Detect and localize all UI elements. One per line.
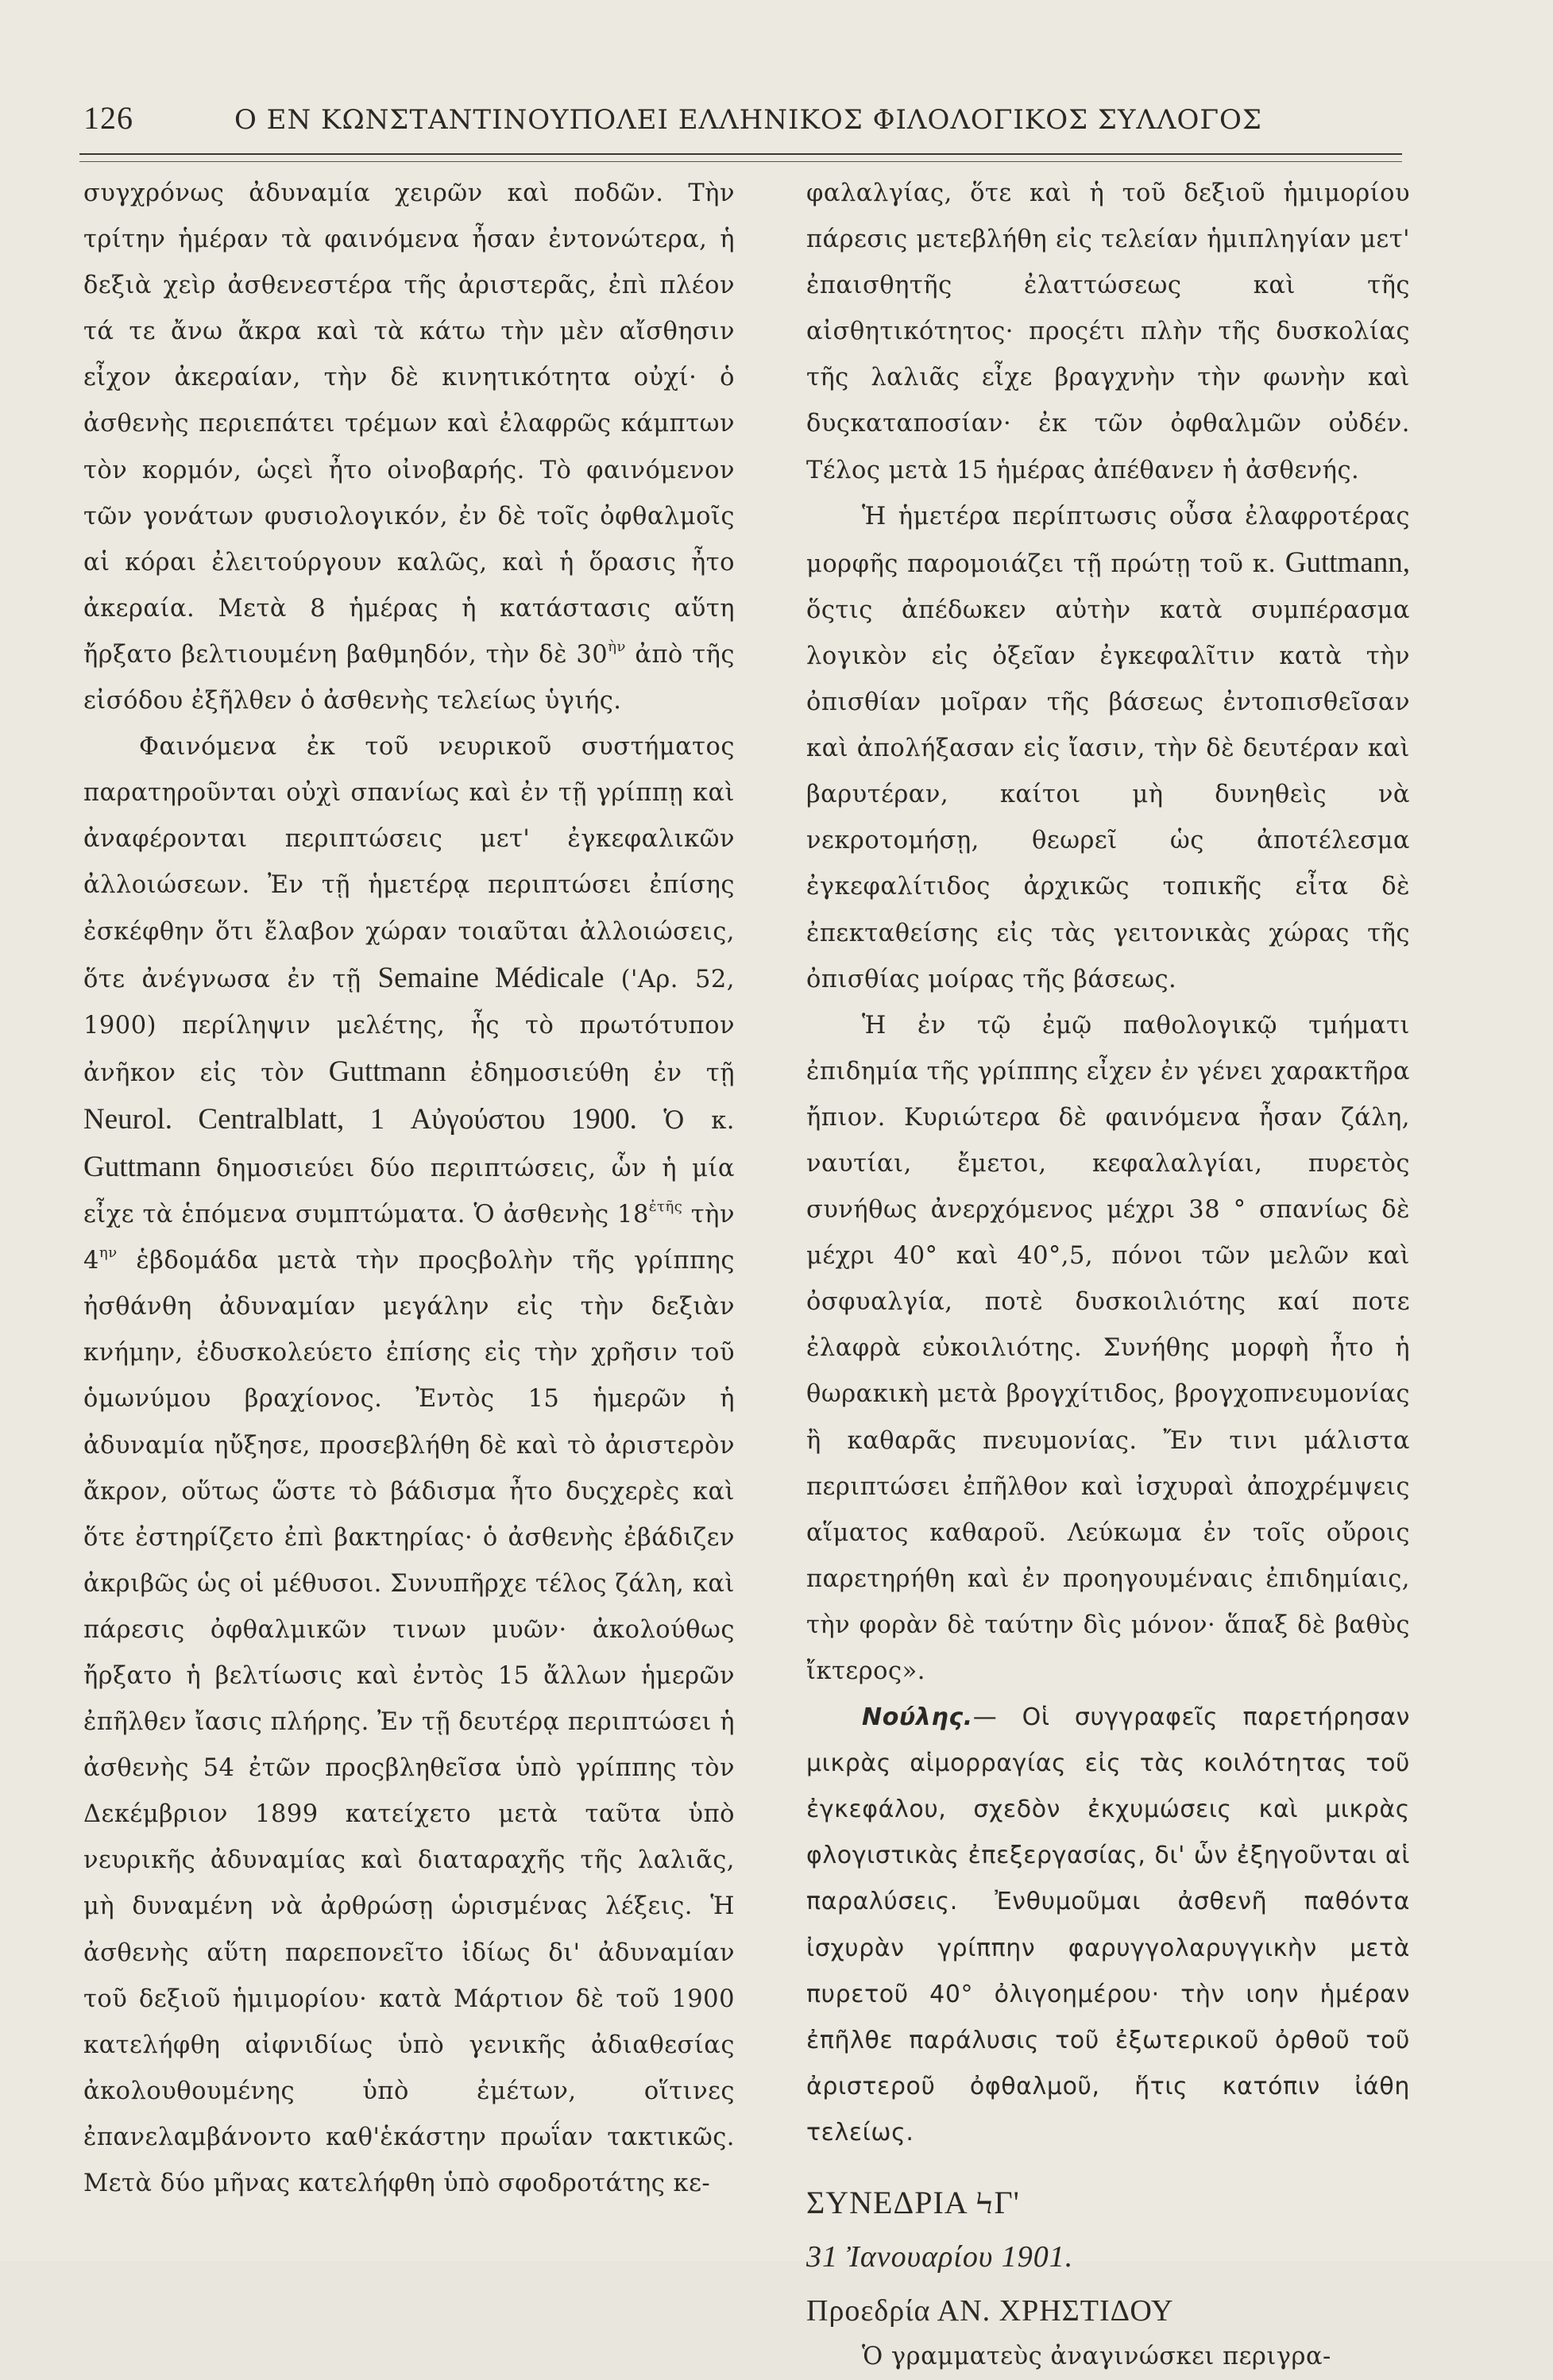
text-run: ὅςτις ἀπέδωκεν αὐτὴν κατὰ συμπέρασμα λογικὸν εἰς ὀξεῖαν ἐγκεφαλῖτιν κατὰ τὴν ὀπισθίαν μοῖραν τῆς βάσεως ἐντοπισθεῖσαν καὶ ἀπολήξασαν εἰς ἴασιν, τὴν δὲ δευτέραν καὶ βαρυτέραν, καίτοι μὴ δυνηθεὶς νὰ νεκροτομήσῃ, θεωρεῖ ὡς ἀποτέλεσμα ἐγκεφαλίτιδος ἀρχικῶς τοπικῆς εἶτα δὲ ἐπεκταθείσης εἰς τὰς γειτονικὰς χώρας τῆς ὀπισθίας μοίρας τῆς βάσεως. (806, 596, 1410, 993)
running-head (83, 99, 1402, 139)
text-run: Ὁ κ. (636, 1106, 735, 1135)
text-run: ἐδημοσιεύθη ἐν τῇ (446, 1059, 735, 1087)
note-label: Νούλης. (862, 1703, 973, 1732)
latin-text: Guttmann (83, 1150, 201, 1183)
spacer (806, 2226, 1410, 2234)
latin-text: Semaine Médicale (377, 961, 605, 994)
running-title: Ο ΕΝ ΚΩΝΣΤΑΝΤΙΝΟΥΠΟΛΕΙ ΕΛΛΗΝΙΚΟΣ ΦΙΛΟΛΟΓΙΚΟΣ ΣΥΛΛΟΓΟΣ (234, 104, 1262, 136)
session-date: 31 Ἰανουαρίου 1901. (806, 2240, 1074, 2274)
paragraph (83, 171, 735, 724)
superscript: ἐτῆς (648, 1198, 683, 1216)
text-run: ἑβδομάδα μετὰ τὴν προςβολὴν τῆς γρίππης ἠσθάνθη ἀδυναμίαν μεγάλην εἰς τὴν δεξιὰν κνήμην, ἐδυσκολεύετο ἐπίσης εἰς τὴν χρῆσιν τοῦ ὁμωνύμου βραχίονος. Ἐντὸς 15 ἡμερῶν ἡ ἀδυναμία ηὔξησε, προσεβλήθη δὲ καὶ τὸ ἀριστερὸν ἄκρον, οὕτως ὥστε τὸ βάδισμα ἦτο δυςχερὲς καὶ ὅτε ἐστηρίζετο ἐπὶ βακτηρίας· ὁ ἀσθενὴς ἐβάδιζεν ἀκριβῶς ὡς οἱ μέθυσοι. Συνυπῆρχε τέλος ζάλη, καὶ πάρεσις ὀφθαλμικῶν τινων μυῶν· ἀκολούθως ἤρξατο ἡ βελτίωσις καὶ ἐντὸς 15 ἄλλων ἡμερῶν ἐπῆλθεν ἴασις πλήρης. Ἐν τῇ δευτέρᾳ περιπτώσει ἡ ἀσθενὴς 54 ἐτῶν προςβληθεῖσα ὑπὸ γρίππης τὸν Δεκέμβριον 1899 κατείχετο μετὰ ταῦτα ὑπὸ νευρικῆς ἀδυναμίας καὶ διαταραχῆς τῆς λαλιᾶς, μὴ δυναμένη νὰ ἀρθρώσῃ ὡρισμένας λέξεις. Ἡ ἀσθενὴς αὕτη παρεπονεῖτο ἰδίως δι' ἀδυναμίαν τοῦ δεξιοῦ ἡμιμορίου· κατὰ Μάρτιον δὲ τοῦ 1900 κατελήφθη αἰφνιδίως ὑπὸ γενικῆς ἀδιαθεσίας ἀκολουθουμένης ὑπὸ ἐμέτων, οἵτινες ἐπανελαμβάνοντο καθ'ἑκάστην πρωΐαν τακτικῶς. Μετὰ δύο μῆνας κατελήφθη ὑπὸ σφοδροτάτης κε- (83, 1247, 735, 2198)
latin-text: Neurol. Centralblatt, 1 Αὐγούστου 1900. (83, 1102, 637, 1136)
note-paragraph (806, 1695, 1410, 2156)
right-column (806, 171, 1410, 2380)
closing-line: Ὁ γραμματεὺς ἀναγινώσκει περιγρα- (862, 2343, 1331, 2371)
session-chair: Προεδρία ΑΝ. ΧΡΗΣΤΙΔΟΥ (806, 2294, 1174, 2328)
latin-text: Guttmann (328, 1055, 446, 1088)
superscript: ὴν (608, 638, 626, 655)
text-run: δημοσιεύει δύο περιπτώσεις, ὧν ἡ μία εἶχε τὰ ἑπόμενα συμπτώματα. Ὁ ἀσθενὴς 18 (83, 1154, 735, 1229)
page-number: 126 (83, 100, 133, 136)
text-run: Φαινόμενα ἐκ τοῦ νευρικοῦ συστήματος παρατηροῦνται οὐχὶ σπανίως καὶ ἐν τῇ γρίππῃ καὶ ἀναφέρονται περιπτώσεις μετ' ἐγκεφαλικῶν ἀλλοιώσεων. Ἐν τῇ ἡμετέρᾳ περιπτώσει ἐπίσης ἐσκέφθην ὅτι ἔλαβον χώραν τοιαῦται ἀλλοιώσεις, ὅτε ἀνέγνωσα ἐν τῇ (83, 733, 735, 993)
session-title: ΣΥΝΕΔΡΙΑ ϞΓ' (806, 2185, 1020, 2221)
text-run: συγχρόνως ἀδυναμία χειρῶν καὶ ποδῶν. Τὴν τρίτην ἡμέραν τὰ φαινόμενα ἦσαν ἐντονώτερα, ἡ δεξιὰ χεὶρ ἀσθενεστέρα τῆς ἀριστερᾶς, ἐπὶ πλέον τά τε ἄνω ἄκρα καὶ τὰ κάτω τὴν μὲν αἴσθησιν εἶχον ἀκεραίαν, τὴν δὲ κινητικότητα οὐχί· ὁ ἀσθενὴς περιεπάτει τρέμων καὶ ἐλαφρῶς κάμπτων τὸν κορμόν, ὡςεὶ ἦτο οἰνοβαρής. Τὸ φαινόμενον τῶν γονάτων φυσιολογικόν, ἐν δὲ τοῖς ὀφθαλμοῖς αἱ κόραι ἐλειτούργουν καλῶς, καὶ ἡ ὅρασις ἦτο ἀκεραία. Μετὰ 8 ἡμέρας ἡ κατάστασις αὕτη ἤρξατο βελτιουμένη βαθμηδόν, τὴν δὲ 30 (83, 179, 735, 669)
header-rule (79, 153, 1402, 155)
paragraph (806, 494, 1410, 1003)
paragraph: Ἡ ἐν τῷ ἐμῷ παθολογικῷ τμήματι ἐπιδημία τῆς γρίππης εἶχεν ἐν γένει χαρακτῆρα ἤπιον. Κυριώτερα δὲ φαινόμενα ἦσαν ζάλη, ναυτίαι, ἔμετοι, κεφαλαλγίαι, πυρετὸς συνήθως ἀνερχόμενος μέχρι 38 ° σπανίως δὲ μέχρι 40° καὶ 40°,5, πόνοι τῶν μελῶν καὶ ὀσφυαλγία, ποτὲ δυσκοιλιότης καί ποτε ἐλαφρὰ εὐκοιλιότης. Συνήθης μορφὴ ἦτο ἡ θωρακικὴ μετὰ βρογχίτιδος, βρογχοπνευμονίας ἢ καθαρᾶς πνευμονίας. Ἔν τινι μάλιστα περιπτώσει ἐπῆλθον καὶ ἰσχυραὶ ἀποχρέμψεις αἵματος καθαροῦ. Λεύκωμα ἐν τοῖς οὔροις παρετηρήθη καὶ ἐν προηγουμέναις ἐπιδημίαις, τὴν φορὰν δὲ ταύτην δὶς μόνον· ἅπαξ δὲ βαθὺς ἴκτερος». (806, 1011, 1411, 1685)
text-run: ('Αρ. 52, 1900) περίληψιν μελέτης, ἧς τὸ πρωτότυπον ἀνῆκον εἰς τὸν (83, 965, 735, 1087)
latin-text: Guttmann, (1285, 546, 1410, 579)
text-run: τὴν 4 (83, 1201, 735, 1275)
paragraph: φαλαλγίας, ὅτε καὶ ἡ τοῦ δεξιοῦ ἡμιμορίου πάρεσις μετεβλήθη εἰς τελείαν ἡμιπληγίαν μετ' ἐπαισθητῆς ἐλαττώσεως καὶ τῆς αἰσθητικότητος· προςέτι πλὴν τῆς δυσκολίας τῆς λαλιᾶς εἶχε βραγχνὴν τὴν φωνὴν καὶ δυςκαταποσίαν· ἐκ τῶν ὀφθαλμῶν οὐδέν. Τέλος μετὰ 15 ἡμέρας ἀπέθανεν ἡ ἀσθενής. (806, 179, 1410, 484)
paragraph (83, 724, 735, 2207)
header-rule-thin (79, 161, 1402, 162)
left-column (83, 171, 735, 2207)
text-run: ἀπὸ τῆς εἰσόδου ἐξῆλθεν ὁ ἀσθενὴς τελείως ὑγιής. (83, 640, 736, 716)
spacer (806, 2156, 1410, 2180)
text-run: Ἡ ἡμετέρα περίπτωσις οὖσα ἐλαφροτέρας μορφῆς παρομοιάζει τῇ πρώτῃ τοῦ κ. (806, 502, 1410, 578)
superscript: ην (99, 1244, 118, 1262)
note-text: — Οἱ συγγραφεῖς παρετήρησαν μικρὰς αἱμορραγίας εἰς τὰς κοιλότητας τοῦ ἐγκεφάλου, σχεδὸν ἐκχυμώσεις καὶ μικρὰς φλογιστικὰς ἐπεξεργασίας, δι' ὧν ἐξηγοῦνται αἱ παραλύσεις. Ἐνθυμοῦμαι ἀσθενῆ παθόντα ἰσχυρὰν γρίππην φαρυγγολαρυγγικὴν μετὰ πυρετοῦ 40° ὀλιγοημέρου· τὴν ιοην ἡμέραν ἐπῆλθε παράλυσις τοῦ ἐξωτερικοῦ ὀρθοῦ τοῦ ἀριστεροῦ ὀφθαλμοῦ, ἥτις κατόπιν ἰάθη τελείως. (806, 1703, 1410, 2147)
spacer (806, 2280, 1410, 2288)
